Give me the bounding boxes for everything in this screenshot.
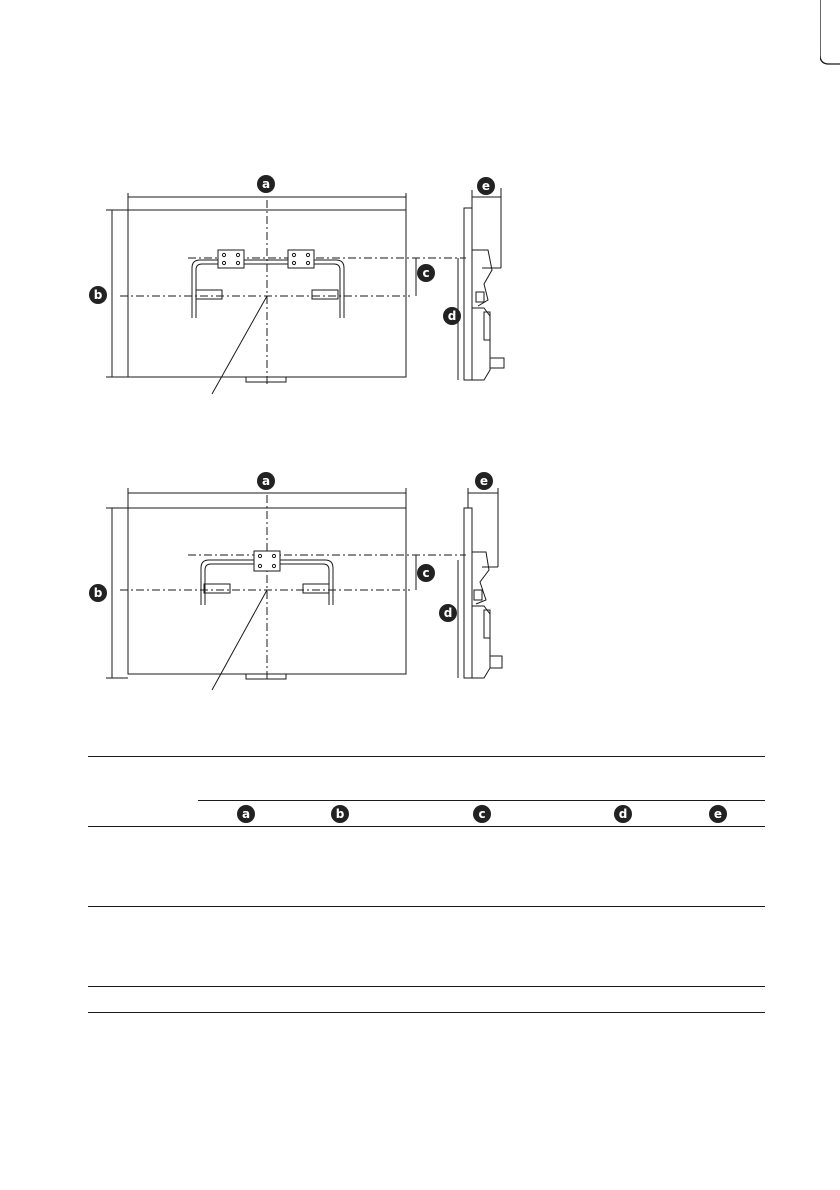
badge-e-label: e [481, 179, 491, 193]
column-e-label: e [713, 807, 723, 821]
badge-b-label: b [93, 288, 103, 302]
figure-bottom-dimensions [0, 470, 840, 700]
dimensions-table-grid [88, 756, 765, 1016]
column-a-label: a [241, 807, 251, 821]
dimensions-table [88, 756, 765, 1016]
svg-text:b: b [93, 586, 103, 600]
dimension-diagram-2 [0, 470, 840, 700]
badge-c-label: c [422, 266, 430, 280]
page-edge-mark [820, 0, 840, 70]
svg-text:d: d [443, 606, 453, 620]
dimension-diagram-1 [0, 170, 840, 410]
badge-d-label: d [447, 309, 457, 323]
figure-top-dimensions [0, 170, 840, 410]
badge-a-label: a [261, 177, 271, 191]
column-b-label: b [335, 807, 345, 821]
label-badges-2 [89, 472, 493, 622]
table-header-badges [237, 805, 727, 823]
svg-text:c: c [422, 566, 430, 580]
svg-text:e: e [479, 474, 489, 488]
column-d-label: d [618, 807, 628, 821]
column-c-label: c [478, 807, 486, 821]
svg-text:a: a [261, 474, 271, 488]
